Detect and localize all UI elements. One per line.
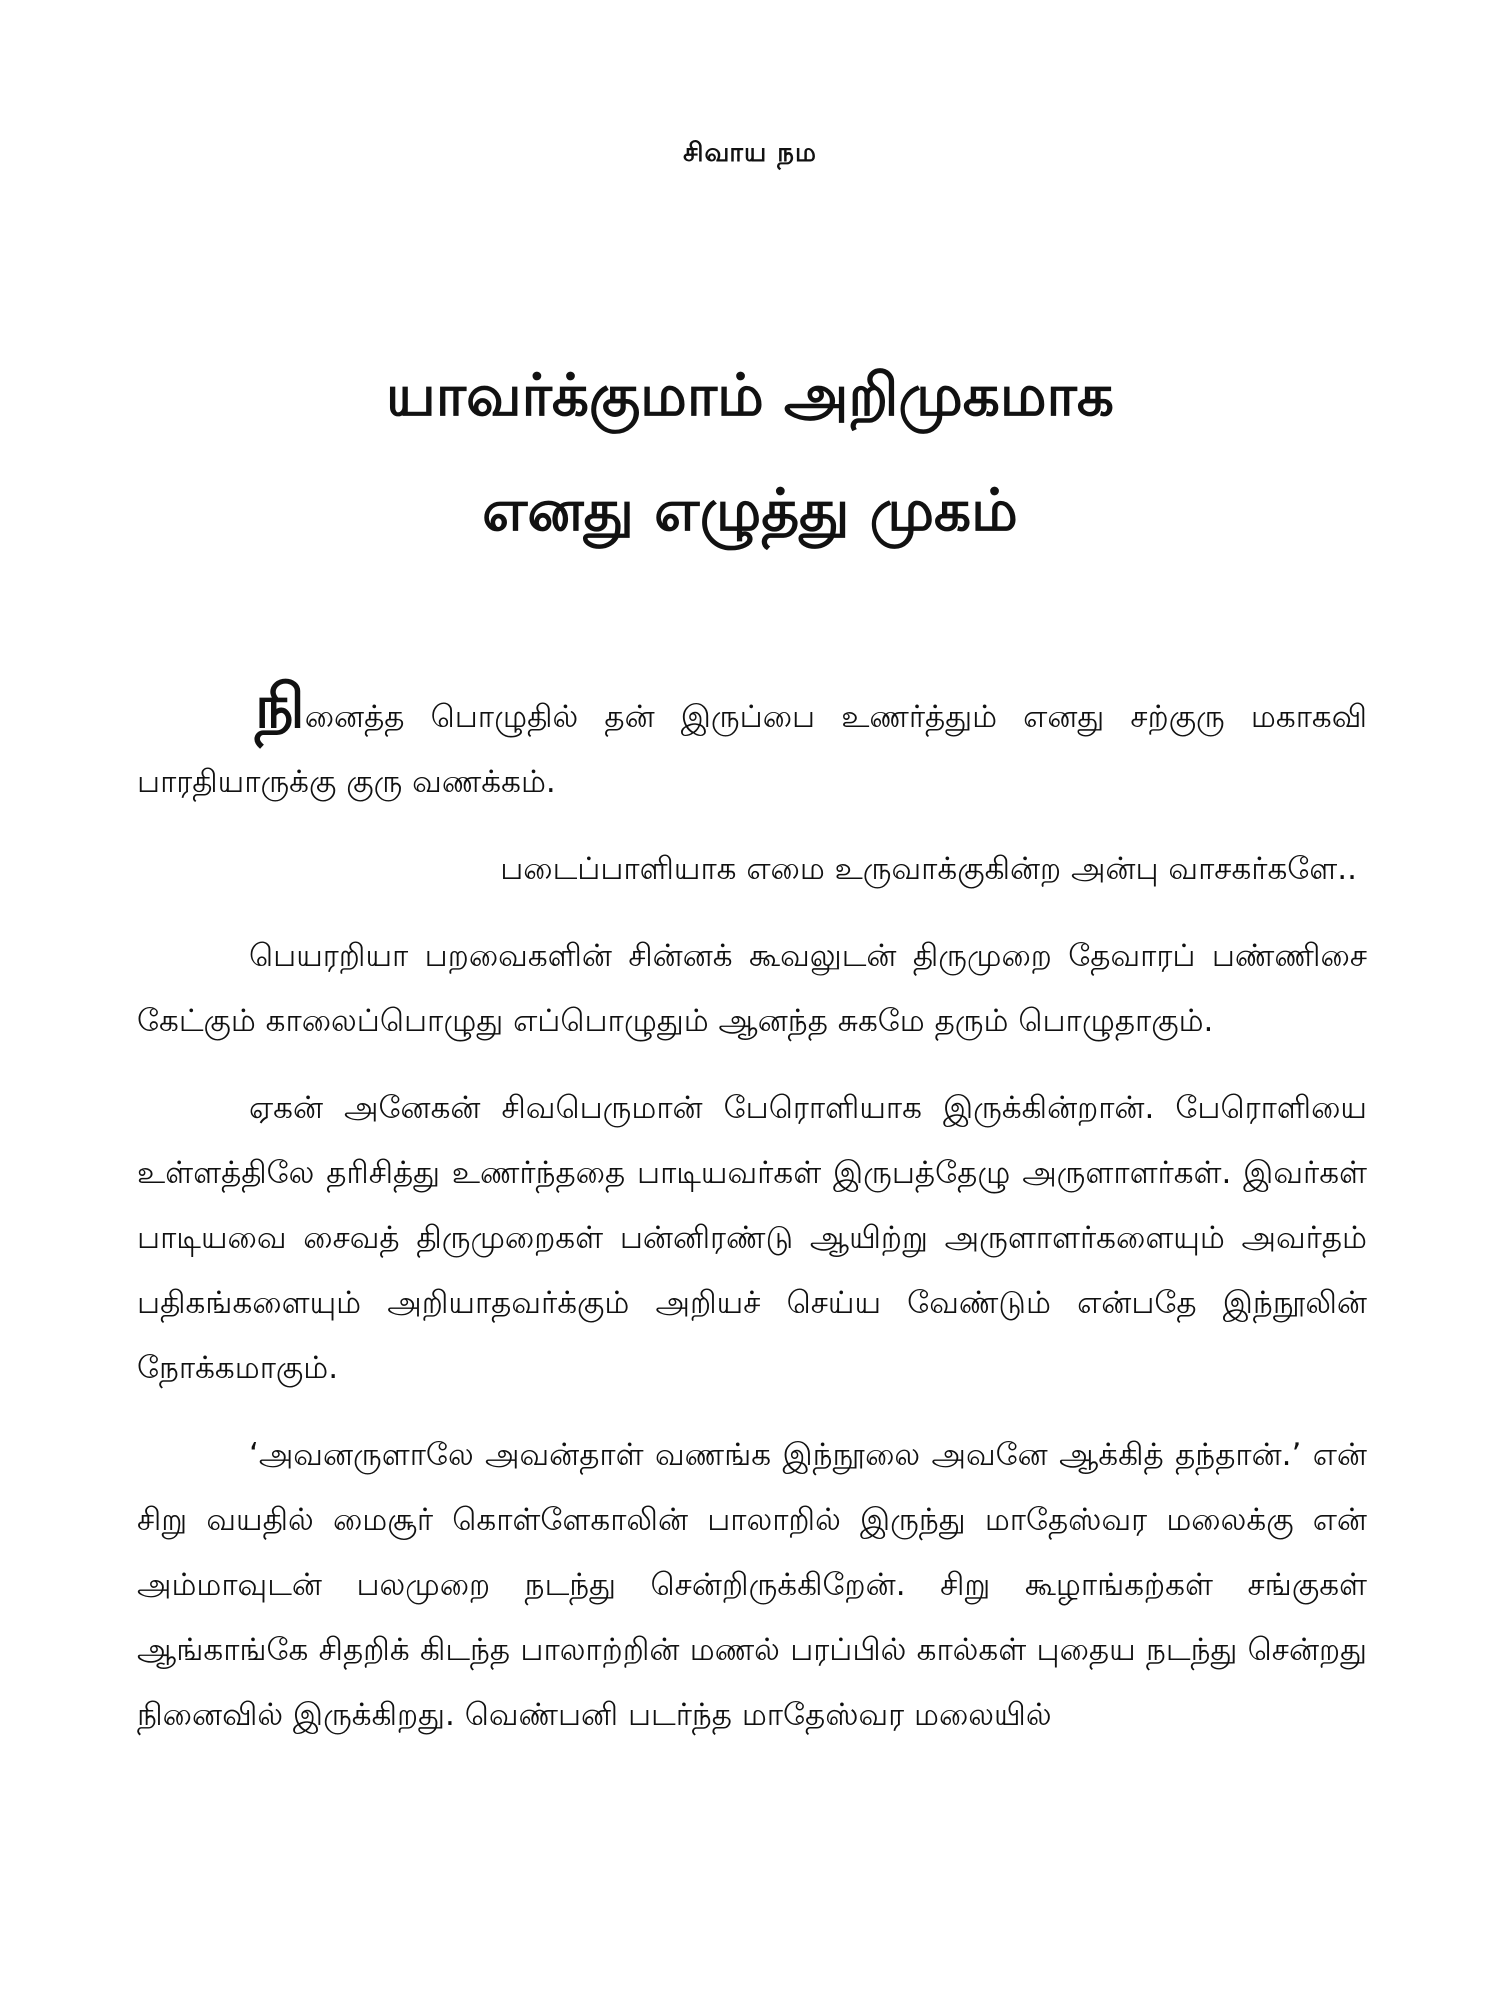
paragraph-5: ‘அவனருளாலே அவன்தாள் வணங்க இந்நூலை அவனே ஆக்கித் தந்தான்.’ என் சிறு வயதில் மைசூர் கொள்ளேகாலின் பாலாறில் இருந்து மாதேஸ்வர மலைக்கு என் அம்மாவுடன் பலமுறை நடந்து சென்றிருக்கிறேன். சிறு கூழாங்கற்கள் சங்குகள் ஆங்காங்கே சிதறிக் கிடந்த பாலாற்றின் மணல் பரப்பில் கால்கள் புதைய நடந்து சென்றது நினைவில் இருக்கிறது. வெண்பனி படர்ந்த மாதேஸ்வர மலையில் [137,1437,1367,1733]
paragraph-2: படைப்பாளியாக எமை உருவாக்குகின்ற அன்பு வாசகர்களே.. [500,851,1357,887]
page-header-invocation: சிவாய நம [683,138,817,168]
page-title-line-1: யாவர்க்குமாம் அறிமுகமாக [386,361,1114,429]
paragraph-3: பெயரறியா பறவைகளின் சின்னக் கூவலுடன் திருமுறை தேவாரப் பண்ணிசை கேட்கும் காலைப்பொழுது எப்பொழுதும் ஆனந்த சுகமே தரும் பொழுதாகும். [137,938,1367,1039]
paragraph-1 [137,672,1367,815]
paragraph-4: ஏகன் அனேகன் சிவபெருமான் பேரொளியாக இருக்கின்றான். பேரொளியை உள்ளத்திலே தரிசித்து உணர்ந்ததை பாடியவர்கள் இருபத்தேழு அருளாளர்கள். இவர்கள் பாடியவை சைவத் திருமுறைகள் பன்னிரண்டு ஆயிற்று அருளாளர்களையும் அவர்தம் பதிகங்களையும் அறியாதவர்க்கும் அறியச் செய்ய வேண்டும் என்பதே இந்நூலின் நோக்கமாகும். [137,1090,1367,1386]
paragraph-1-text: னைத்த பொழுதில் தன் இருப்பை உணர்த்தும் எனது சற்குரு மகாகவி பாரதியாருக்கு குரு வணக்கம். [137,699,1367,800]
drop-cap: நி [255,672,305,742]
body-text [137,672,1367,1770]
page-title-line-2: எனது எழுத்து முகம் [482,476,1018,544]
